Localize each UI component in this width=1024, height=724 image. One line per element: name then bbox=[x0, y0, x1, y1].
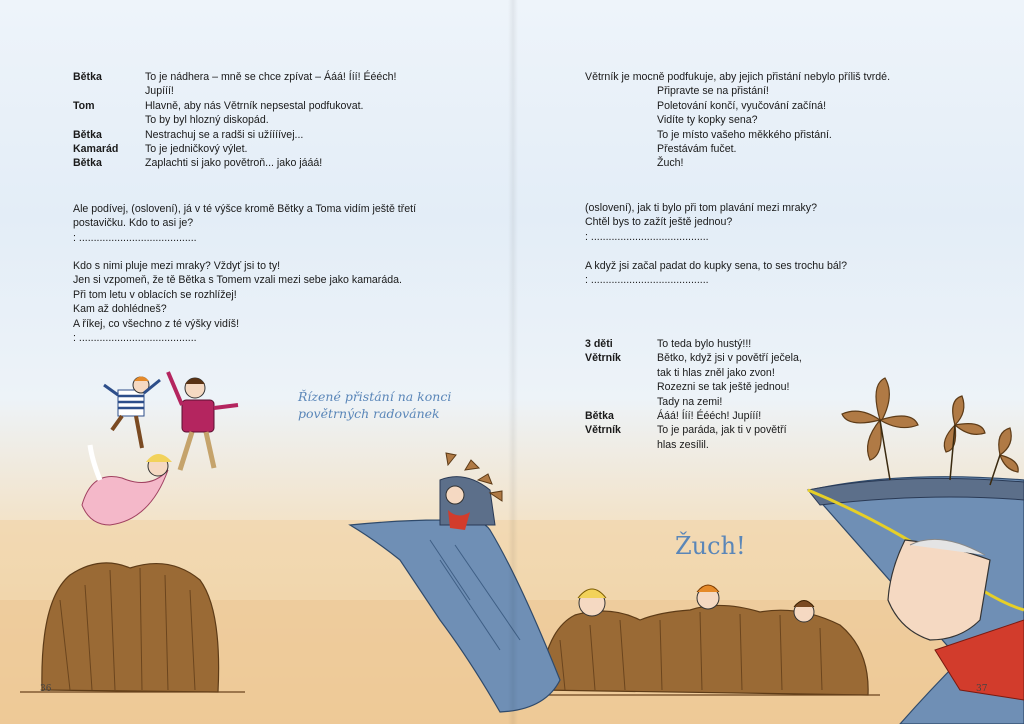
speaker-name: Větrník bbox=[585, 352, 621, 365]
left-dialogue bbox=[73, 70, 396, 171]
dialogue-entry bbox=[73, 142, 396, 156]
speaker-name: Tom bbox=[73, 99, 95, 112]
speaker-name: Kamarád bbox=[73, 143, 119, 156]
dialogue-line: To je jedničkový výlet. bbox=[145, 143, 248, 156]
dialogue-entry bbox=[73, 128, 396, 142]
speaker-name: Větrník bbox=[585, 424, 621, 437]
text-line: A když jsi začal padat do kupky sena, to ses trochu bál? bbox=[585, 260, 848, 272]
text-line: Větrník je mocně podfukuje, aby jejich přistání nebylo příliš tvrdé. bbox=[585, 71, 891, 83]
dialogue-line: Rozezni se tak ještě jednou! bbox=[657, 381, 790, 394]
dialogue-entry bbox=[585, 351, 802, 409]
answer-line: : ........................................ bbox=[73, 332, 197, 345]
speaker-name: Bětka bbox=[585, 410, 614, 423]
dialogue-entry bbox=[73, 156, 396, 170]
page-number-right: 37 bbox=[976, 684, 988, 694]
dialogue-line: tak ti hlas zněl jako zvon! bbox=[657, 366, 775, 379]
speaker-name: Bětka bbox=[73, 128, 102, 141]
left-paragraph-1 bbox=[73, 202, 416, 245]
dialogue-line: Tady na zemi! bbox=[657, 395, 723, 408]
dialogue-entry bbox=[73, 99, 396, 128]
text-line: Žuch! bbox=[657, 157, 684, 170]
text-line: Poletování končí, vyučování začíná! bbox=[657, 99, 827, 112]
text-line: Ale podívej, (oslovení), já v té výšce kromě Bětky a Toma vidím ještě třetí bbox=[73, 203, 417, 215]
right-intro bbox=[585, 70, 890, 171]
text-line: A říkej, co všechno z té výšky vidíš! bbox=[73, 317, 240, 330]
dialogue-line: To by byl hlozný diskopád. bbox=[145, 114, 269, 127]
dialogue-line: Jupííí! bbox=[145, 85, 174, 98]
right-question-1 bbox=[585, 201, 817, 244]
text-line: Připravte se na přistání! bbox=[657, 85, 769, 98]
dialogue-entry bbox=[585, 423, 802, 452]
text-line: (oslovení), jak ti bylo při tom plavání mezi mraky? bbox=[585, 202, 817, 214]
right-question-2 bbox=[585, 259, 847, 288]
text-line: Vidíte ty kopky sena? bbox=[657, 114, 758, 127]
speaker-name: Bětka bbox=[73, 157, 102, 170]
text-line: Přestávám fučet. bbox=[657, 143, 737, 156]
answer-line: : ........................................ bbox=[585, 274, 709, 287]
flying-children bbox=[82, 372, 238, 525]
dialogue-line: Bětko, když jsi v povětří ječela, bbox=[657, 352, 802, 365]
dialogue-line: To teda bylo hustý!!! bbox=[657, 338, 752, 350]
right-dialogue bbox=[585, 337, 802, 452]
page-gutter bbox=[508, 0, 518, 724]
dialogue-line: Nestrachuj se a radši si užíííívej... bbox=[145, 128, 304, 141]
text-line: Kdo s nimi pluje mezi mraky? Vždyť jsi to ty! bbox=[73, 260, 281, 272]
zuch-sound-text: Žuch! bbox=[675, 532, 746, 560]
page-number-left: 36 bbox=[40, 684, 52, 694]
dialogue-line: To je paráda, jak ti v povětří bbox=[657, 424, 787, 437]
text-line: Při tom letu v oblacích se rozhlížej! bbox=[73, 288, 237, 301]
dialogue-line: Zaplachti si jako povětroň... jako jááá! bbox=[145, 157, 323, 170]
dialogue-line: Ááá! Ííí! Éééch! Jupííí! bbox=[657, 410, 762, 423]
answer-line: : ........................................ bbox=[585, 230, 709, 243]
text-line: Jen si vzpomeň, že tě Bětka s Tomem vzali mezi sebe jako kamaráda. bbox=[73, 274, 402, 287]
dialogue-line: To je nádhera – mně se chce zpívat – Ááá! Ííí! Éééch! bbox=[145, 71, 397, 83]
answer-line: : ........................................ bbox=[73, 231, 197, 244]
dialogue-line: Hlavně, aby nás Větrník nepsestal podfukovat. bbox=[145, 99, 364, 112]
text-line: To je místo vašeho měkkého přistání. bbox=[657, 128, 832, 141]
text-line: Kam až dohlédneš? bbox=[73, 303, 167, 316]
text-line: postavičku. Kdo to asi je? bbox=[73, 217, 194, 230]
illustration-caption: Řízené přistání na konci povětrných radovánek bbox=[298, 389, 452, 421]
dialogue-line: hlas zesílil. bbox=[657, 438, 709, 451]
speaker-name: Bětka bbox=[73, 71, 102, 83]
speaker-name: 3 děti bbox=[585, 338, 613, 350]
dialogue-entry bbox=[585, 337, 802, 351]
dialogue-entry bbox=[73, 70, 396, 99]
dialogue-entry bbox=[585, 409, 802, 423]
left-paragraph-2 bbox=[73, 259, 402, 345]
text-line: Chtěl bys to zažít ještě jednou? bbox=[585, 216, 733, 229]
